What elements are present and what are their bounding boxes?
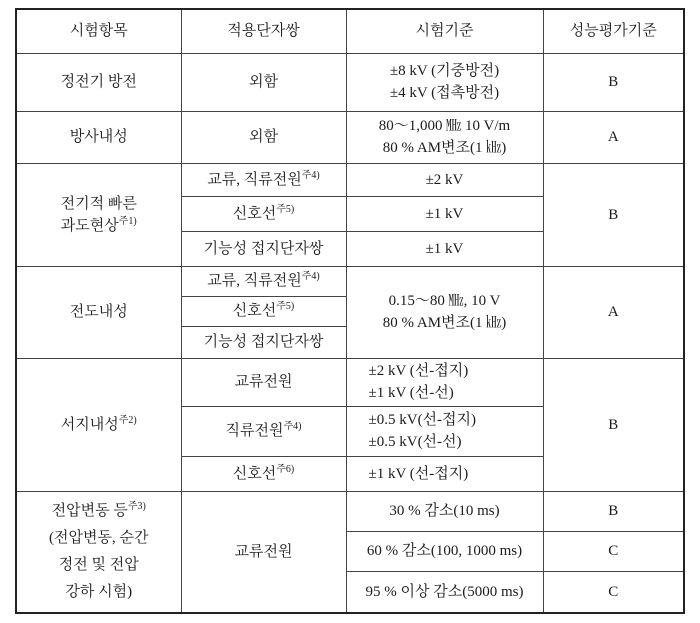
test-item-text: 전압변동 등 <box>51 502 128 519</box>
header-criteria: 시험기준 <box>346 9 543 53</box>
test-item-line: 정전 및 전압 <box>58 556 139 573</box>
grade-cell: C <box>543 571 684 613</box>
test-item-line <box>20 215 178 237</box>
terminal-cell: 기능성 접지단자쌍 <box>181 231 346 266</box>
criteria-line: 0.15～80 ㎒, 10 V <box>388 293 501 309</box>
table-row-conducted-immunity <box>16 266 684 296</box>
footnote-ref: 주4) <box>301 271 320 282</box>
criteria-cell <box>346 111 543 163</box>
terminal-cell <box>181 163 346 196</box>
table-row-eft <box>16 163 684 196</box>
test-item-cell: 전도내성 <box>16 266 181 358</box>
grade-cell: B <box>543 53 684 111</box>
criteria-cell <box>346 53 543 111</box>
test-item-cell <box>16 163 181 266</box>
table-row-esd <box>16 53 684 111</box>
terminal-text: 교류, 직류전원 <box>207 171 302 188</box>
test-item-line: (전압변동, 순간 <box>49 529 149 546</box>
header-terminal: 적용단자쌍 <box>181 9 346 53</box>
criteria-line: ±1 kV (선-선) <box>368 385 454 401</box>
test-item-text: 과도현상 <box>60 217 119 234</box>
test-item-line: 강하 시험) <box>65 583 133 600</box>
terminal-text: 신호선 <box>232 303 277 319</box>
grade-cell: C <box>543 531 684 571</box>
test-item-cell <box>16 358 181 491</box>
criteria-cell: 30 % 감소(10 ms) <box>346 491 543 531</box>
footnote-ref: 주3) <box>127 500 146 512</box>
footnote-ref: 주4) <box>283 421 302 432</box>
grade-cell: A <box>543 111 684 163</box>
header-test-item: 시험항목 <box>16 9 181 53</box>
test-item-line <box>20 498 178 525</box>
terminal-text: 직류전원 <box>225 423 284 439</box>
terminal-cell <box>181 196 346 231</box>
grade-cell: B <box>543 358 684 491</box>
terminal-cell: 외함 <box>181 111 346 163</box>
criteria-cell: ±1 kV <box>346 231 543 266</box>
test-item-text: 서지내성 <box>60 416 119 433</box>
criteria-line: ±4 kV (접촉방전) <box>389 85 500 101</box>
terminal-cell <box>181 406 346 456</box>
criteria-cell: 60 % 감소(100, 1000 ms) <box>346 531 543 571</box>
footnote-ref: 주5) <box>276 301 295 312</box>
footnote-ref: 주1) <box>118 215 137 227</box>
emc-test-table <box>15 8 685 614</box>
footnote-ref: 주2) <box>118 414 137 426</box>
criteria-cell: ±1 kV <box>346 196 543 231</box>
criteria-line: 80 % AM변조(1 ㎑) <box>382 315 507 331</box>
criteria-cell: ±2 kV <box>346 163 543 196</box>
table-row-voltage-dips <box>16 491 684 531</box>
footnote-ref: 주5) <box>276 203 295 215</box>
criteria-line: ±1 kV (선-접지) <box>368 465 469 482</box>
grade-cell: A <box>543 266 684 358</box>
criteria-cell <box>346 358 543 406</box>
terminal-cell: 기능성 접지단자쌍 <box>181 326 346 358</box>
test-item-line: 전기적 빠른 <box>60 195 137 212</box>
criteria-line: 80～1,000 ㎒ 10 V/m <box>378 118 511 134</box>
criteria-cell <box>346 406 543 456</box>
criteria-line: ±0.5 kV(선-선) <box>368 434 462 450</box>
criteria-cell <box>346 456 543 491</box>
criteria-line: ±8 kV (기중방전) <box>389 63 500 79</box>
test-item-cell <box>16 491 181 613</box>
terminal-cell <box>181 456 346 491</box>
grade-cell: B <box>543 491 684 531</box>
criteria-line: 80 % AM변조(1 ㎑) <box>382 140 507 156</box>
criteria-line: ±2 kV (선-접지) <box>368 363 469 379</box>
terminal-text: 신호선 <box>232 465 277 482</box>
footnote-ref: 주4) <box>301 169 320 181</box>
terminal-text: 신호선 <box>232 205 277 222</box>
test-item-cell: 방사내성 <box>16 111 181 163</box>
header-grade: 성능평가기준 <box>543 9 684 53</box>
terminal-cell <box>181 266 346 296</box>
terminal-cell: 교류전원 <box>181 491 346 613</box>
footnote-ref: 주6) <box>276 463 295 475</box>
criteria-line: ±0.5 kV(선-접지) <box>368 412 477 428</box>
terminal-cell <box>181 296 346 326</box>
terminal-cell: 교류전원 <box>181 358 346 406</box>
table-row-surge <box>16 358 684 406</box>
table-row-radiated-immunity <box>16 111 684 163</box>
criteria-cell: 95 % 이상 감소(5000 ms) <box>346 571 543 613</box>
criteria-cell <box>346 266 543 358</box>
header-row <box>16 9 684 53</box>
test-item-cell: 정전기 방전 <box>16 53 181 111</box>
terminal-text: 교류, 직류전원 <box>207 273 302 289</box>
terminal-cell: 외함 <box>181 53 346 111</box>
grade-cell: B <box>543 163 684 266</box>
